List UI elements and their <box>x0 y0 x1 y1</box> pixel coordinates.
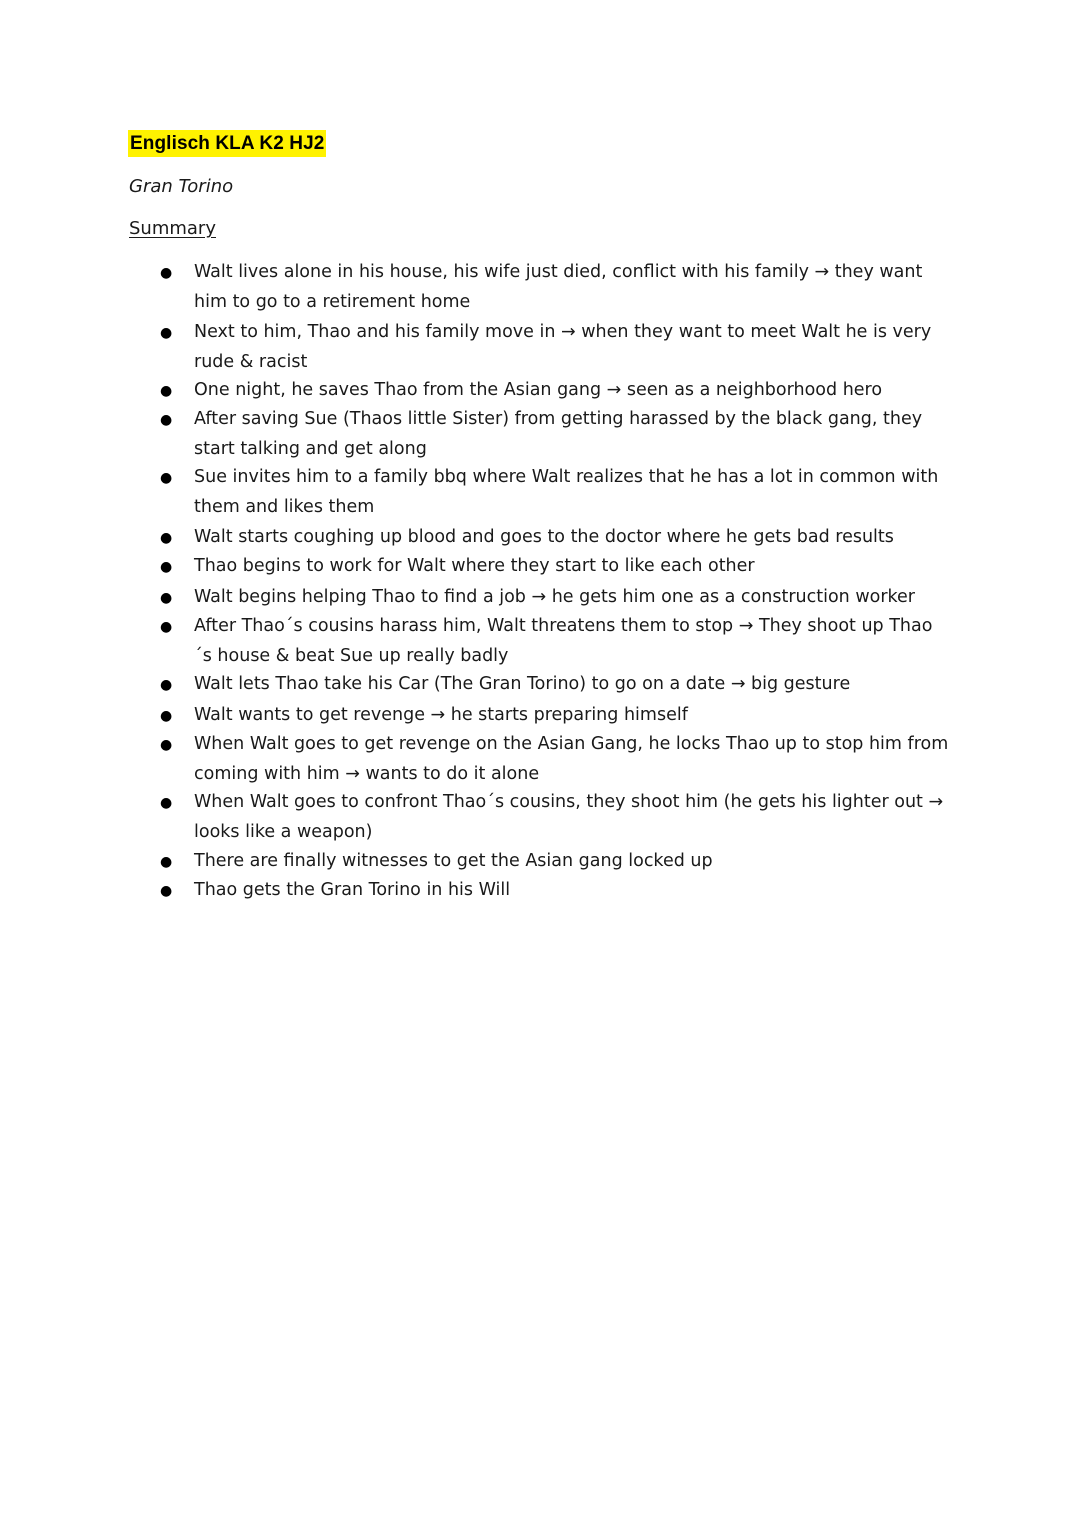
list-item-text: Walt lets Thao take his Car (The Gran Torino) to go on a date → big gesture <box>194 674 851 694</box>
list-item-text: Walt lives alone in his house, his wife just died, conflict with his family → they want him to go to a retirement home <box>194 262 923 312</box>
bullet-icon: ● <box>160 470 173 486</box>
list-item <box>160 375 950 405</box>
list-item <box>160 729 950 789</box>
list-item-text: After saving Sue (Thaos little Sister) from getting harassed by the black gang, they start talking and get along <box>194 409 923 459</box>
list-item-text: When Walt goes to get revenge on the Asian Gang, he locks Thao up to stop him from coming with him → wants to do it alone <box>194 734 949 784</box>
bullet-icon: ● <box>160 883 173 899</box>
bullet-icon: ● <box>160 795 173 811</box>
bullet-icon: ● <box>160 530 173 546</box>
bullet-icon: ● <box>160 559 173 575</box>
list-item-text: Thao begins to work for Walt where they start to like each other <box>194 556 755 576</box>
list-item <box>160 404 950 464</box>
bullet-icon: ● <box>160 677 173 693</box>
list-item-text: One night, he saves Thao from the Asian gang → seen as a neighborhood hero <box>194 380 883 400</box>
document-subtitle: Gran Torino <box>129 176 234 197</box>
list-item-text: Sue invites him to a family bbq where Walt realizes that he has a lot in common with them and likes them <box>194 467 939 517</box>
list-item <box>160 462 950 522</box>
list-item <box>160 257 950 317</box>
list-item <box>160 669 950 699</box>
bullet-icon: ● <box>160 590 173 606</box>
list-item-text: Thao gets the Gran Torino in his Will <box>194 880 511 900</box>
document-title: Englisch KLA K2 HJ2 <box>128 130 326 157</box>
list-item <box>160 551 950 581</box>
list-item <box>160 700 950 730</box>
list-item-text: Walt starts coughing up blood and goes to the doctor where he gets bad results <box>194 527 894 547</box>
list-item <box>160 522 950 552</box>
bullet-icon: ● <box>160 325 173 341</box>
bullet-icon: ● <box>160 737 173 753</box>
list-item-text: Walt wants to get revenge → he starts preparing himself <box>194 705 688 725</box>
list-item <box>160 582 950 612</box>
list-item-text: When Walt goes to confront Thao´s cousins, they shoot him (he gets his lighter out → looks like a weapon) <box>194 792 944 842</box>
list-item <box>160 317 950 377</box>
section-heading-summary: Summary <box>129 218 216 239</box>
list-item <box>160 846 950 876</box>
list-item-text: There are finally witnesses to get the Asian gang locked up <box>194 851 713 871</box>
list-item-text: Walt begins helping Thao to find a job → he gets him one as a construction worker <box>194 587 916 607</box>
bullet-icon: ● <box>160 708 173 724</box>
bullet-icon: ● <box>160 854 173 870</box>
list-item-text: After Thao´s cousins harass him, Walt threatens them to stop → They shoot up Thao´s house & beat Sue up really badly <box>194 616 933 666</box>
bullet-icon: ● <box>160 619 173 635</box>
bullet-icon: ● <box>160 412 173 428</box>
list-item-text: Next to him, Thao and his family move in → when they want to meet Walt he is very rude & racist <box>194 322 932 372</box>
bullet-icon: ● <box>160 383 173 399</box>
list-item <box>160 611 950 671</box>
bullet-icon: ● <box>160 265 173 281</box>
list-item <box>160 787 950 847</box>
list-item <box>160 875 950 905</box>
